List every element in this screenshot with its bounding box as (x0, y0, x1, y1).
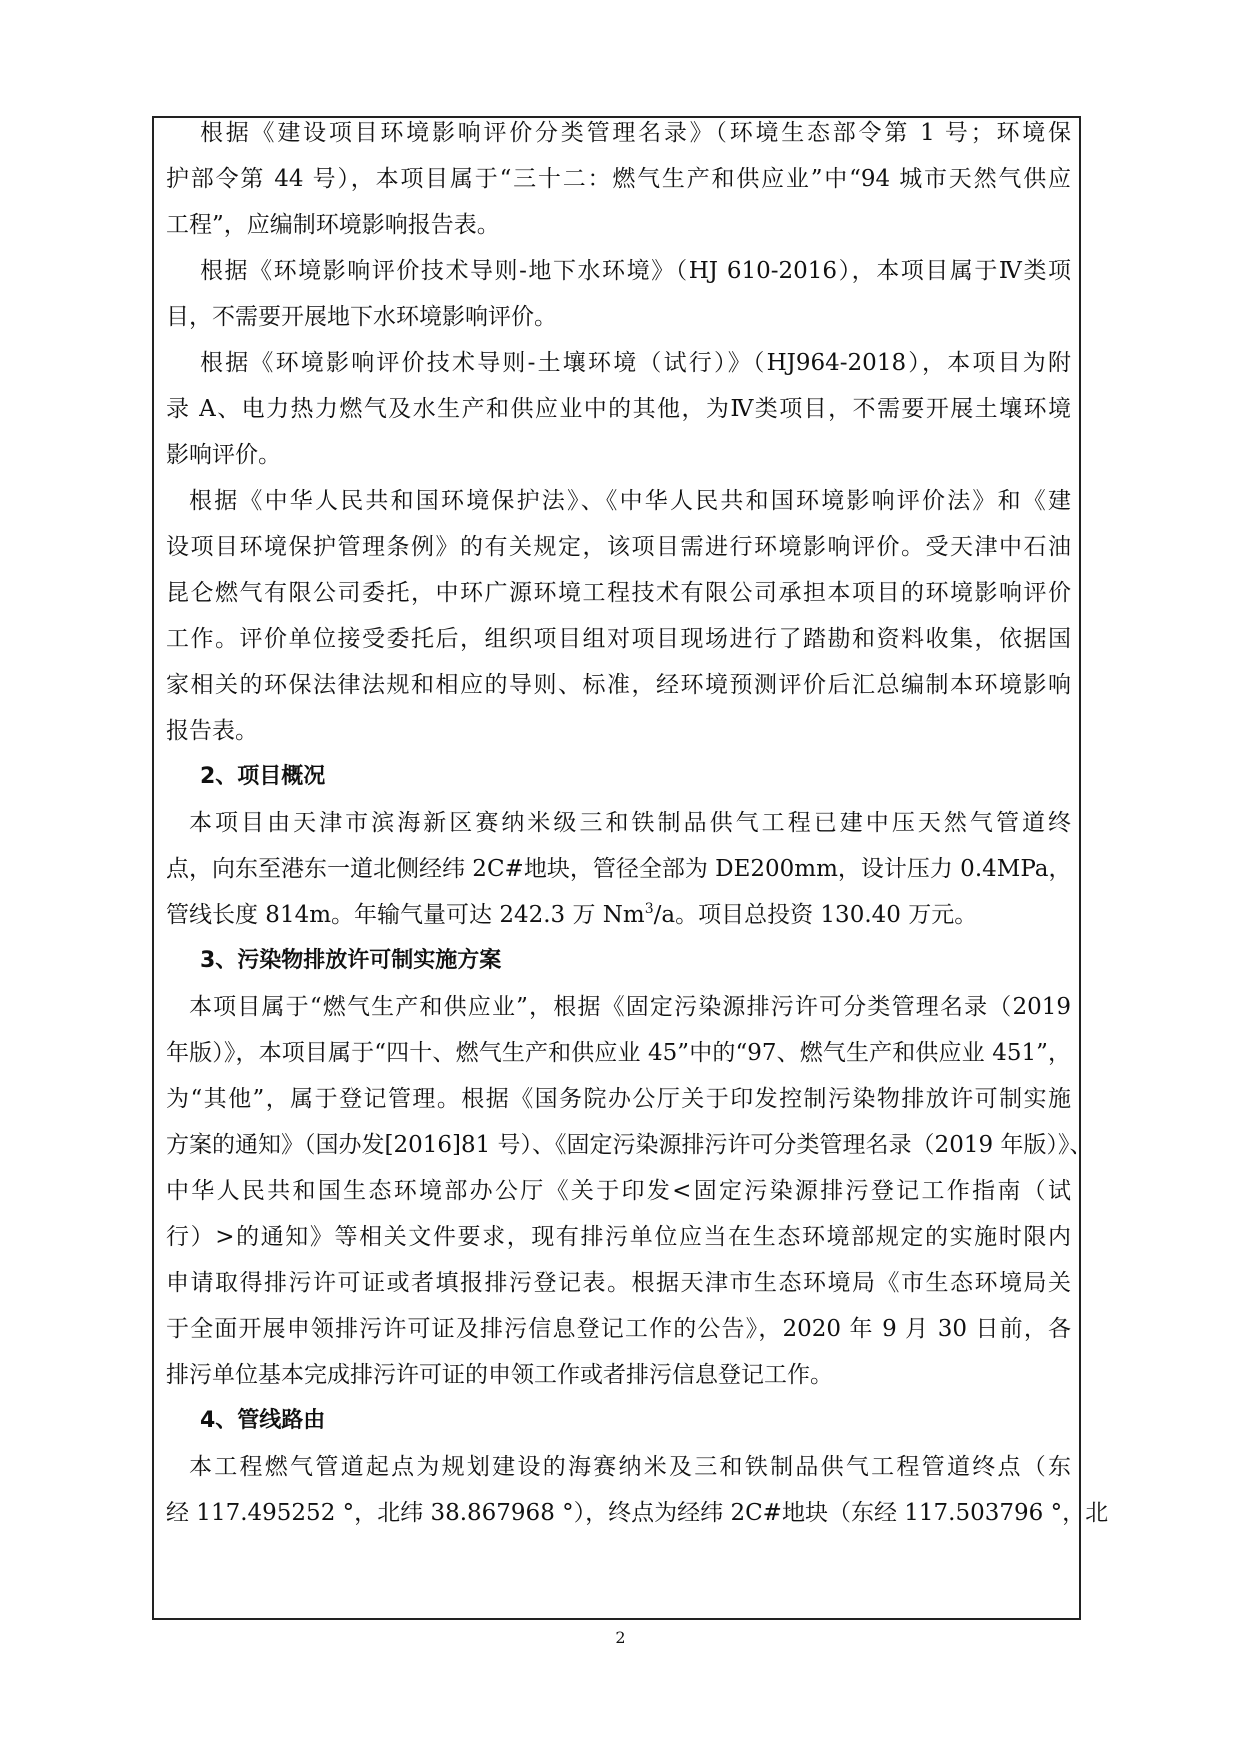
text-line: 设项目环境保护管理条例》的有关规定，该项目需进行环境影响评价。受天津中石油 (166, 534, 1071, 560)
text-line: 于全面开展申领排污许可证及排污信息登记工作的公告》，2020 年 9 月 30 日前，各 (166, 1316, 1071, 1342)
text-line: 报告表。 (166, 718, 258, 744)
text-line: 中华人民共和国生态环境部办公厅《关于印发<固定污染源排污登记工作指南（试 (166, 1178, 1071, 1204)
text-run: /a。项目总投资 130.40 万元。 (653, 902, 978, 928)
text-line: 经 117.495252 °，北纬 38.867968 °），终点为经纬 2C#地块（东经 117.503796 °，北 (166, 1500, 1109, 1526)
text-line: 工作。评价单位接受委托后，组织项目组对项目现场进行了踏勘和资料收集，依据国 (166, 626, 1071, 652)
text-line: 为“其他”，属于登记管理。根据《国务院办公厅关于印发控制污染物排放许可制实施 (166, 1086, 1071, 1112)
text-line: 录 A、电力热力燃气及水生产和供应业中的其他，为Ⅳ类项目，不需要开展土壤环境 (166, 396, 1071, 422)
text-line: 申请取得排污许可证或者填报排污登记表。根据天津市生态环境局《市生态环境局关 (166, 1270, 1071, 1296)
text-line: 工程”，应编制环境影响报告表。 (166, 212, 500, 238)
superscript: 3 (644, 901, 654, 917)
text-line: 根据《建设项目环境影响评价分类管理名录》（环境生态部令第 1 号；环境保 (200, 120, 1071, 146)
text-line: 方案的通知》（国办发[2016]81 号）、《固定污染源排污许可分类管理名录（2019 年版）》、 (166, 1132, 1093, 1158)
text-line: 本项目属于“燃气生产和供应业”，根据《固定污染源排污许可分类管理名录（2019 (189, 994, 1071, 1020)
text-line: 本项目由天津市滨海新区赛纳米级三和铁制品供气工程已建中压天然气管道终 (189, 810, 1071, 836)
page-number: 2 (615, 1628, 626, 1647)
text-line: 年版）》，本项目属于“四十、燃气生产和供应业 45”中的“97、燃气生产和供应业 451”， (166, 1040, 1071, 1066)
text-line: 排污单位基本完成排污许可证的申领工作或者排污信息登记工作。 (166, 1362, 833, 1388)
text-line: 根据《环境影响评价技术导则-地下水环境》（HJ 610-2016），本项目属于Ⅳ类项 (200, 258, 1071, 284)
section-heading: 3、污染物排放许可制实施方案 (200, 948, 502, 973)
text-line: 根据《中华人民共和国环境保护法》、《中华人民共和国环境影响评价法》和《建 (189, 488, 1071, 514)
text-line: 本工程燃气管道起点为规划建设的海赛纳米及三和铁制品供气工程管道终点（东 (189, 1454, 1071, 1480)
text-line: 根据《环境影响评价技术导则-土壤环境（试行）》（HJ964-2018），本项目为附 (200, 350, 1071, 376)
text-line: 护部令第 44 号），本项目属于“三十二：燃气生产和供应业”中“94 城市天然气供应 (166, 166, 1071, 192)
text-line: 家相关的环保法律法规和相应的导则、标准，经环境预测评价后汇总编制本环境影响 (166, 672, 1071, 698)
text-line (166, 900, 977, 930)
section-heading: 4、管线路由 (200, 1408, 326, 1433)
text-line: 行）>的通知》等相关文件要求，现有排污单位应当在生态环境部规定的实施时限内 (166, 1224, 1071, 1250)
text-line: 影响评价。 (166, 442, 281, 468)
section-heading: 2、项目概况 (200, 764, 326, 789)
text-run: 管线长度 814m。年输气量可达 242.3 万 Nm (166, 902, 645, 928)
text-line: 昆仑燃气有限公司委托，中环广源环境工程技术有限公司承担本项目的环境影响评价 (166, 580, 1071, 606)
text-line: 点，向东至港东一道北侧经纬 2C#地块，管径全部为 DE200mm，设计压力 0.4MPa， (166, 856, 1072, 882)
text-line: 目，不需要开展地下水环境影响评价。 (166, 304, 557, 330)
